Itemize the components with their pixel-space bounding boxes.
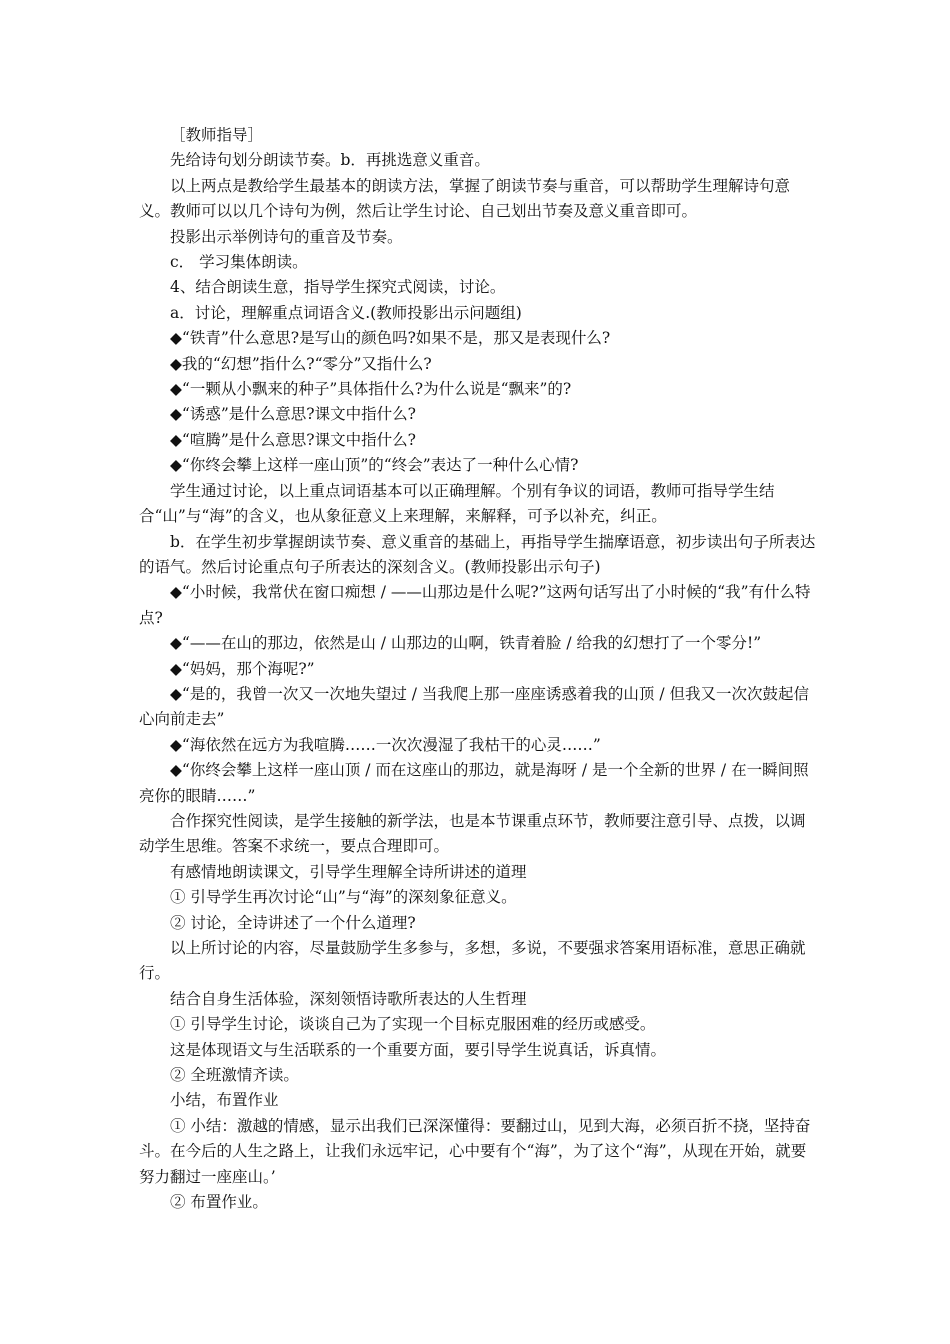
- sentence-item: ◆“——在山的那边，依然是山 / 山那边的山啊，铁青着脸 / 给我的幻想打了一个零分!”: [170, 634, 762, 653]
- numbered-item: ② 讨论，全诗讲述了一个什么道理?: [170, 913, 416, 932]
- paragraph: 有感情地朗读课文，引导学生理解全诗所讲述的道理: [170, 862, 527, 881]
- question-item: ◆“铁青”什么意思?是写山的颜色吗?如果不是，那又是表现什么?: [170, 329, 611, 348]
- paragraph: 结合自身生活体验，深刻领悟诗歌所表达的人生哲理: [170, 989, 527, 1008]
- document-body: [139, 123, 819, 1215]
- numbered-item: ② 全班激情齐读。: [170, 1066, 299, 1085]
- sentence-item: ◆“妈妈，那个海呢?”: [170, 659, 315, 678]
- paragraph: b．在学生初步掌握朗读节奏、意义重音的基础上，再指导学生揣摩语意，初步读出句子所表达的语气。然后讨论重点句子所表达的深刻含义。(教师投影出示句子): [139, 532, 816, 576]
- paragraph: a．讨论，理解重点词语含义.(教师投影出示问题组): [170, 303, 522, 322]
- paragraph: 这是体现语文与生活联系的一个重要方面，要引导学生说真话，诉真情。: [170, 1040, 667, 1059]
- sentence-item: ◆“是的，我曾一次又一次地失望过 / 当我爬上那一座座诱惑着我的山顶 / 但我又一次次鼓起信心向前走去”: [139, 684, 809, 729]
- question-item: ◆“诱惑”是什么意思?课文中指什么?: [170, 405, 416, 424]
- question-item: ◆“喧腾”是什么意思?课文中指什么?: [170, 430, 416, 449]
- paragraph: 4、结合朗读生意，指导学生探究式阅读，讨论。: [170, 278, 506, 297]
- paragraph: 以上两点是教给学生最基本的朗读方法，掌握了朗读节奏与重音，可以帮助学生理解诗句意义。教师可以以几个诗句为例，然后让学生讨论、自己划出节奏及意义重音即可。: [139, 176, 791, 221]
- paragraph: c． 学习集体朗读。: [170, 253, 308, 272]
- question-item: ◆我的“幻想”指什么?“零分”又指什么?: [170, 354, 432, 373]
- numbered-item: ① 引导学生再次讨论“山”与“海”的深刻象征意义。: [170, 888, 517, 907]
- paragraph: 先给诗句划分朗读节奏。b．再挑选意义重音。: [170, 151, 490, 170]
- sentence-item: ◆“你终会攀上这样一座山顶 / 而在这座山的那边，就是海呀 / 是一个全新的世界 / 在一瞬间照亮你的眼睛……”: [139, 761, 809, 805]
- numbered-item: ① 引导学生讨论，谈谈自己为了实现一个目标克服困难的经历或感受。: [170, 1015, 656, 1034]
- paragraph: 投影出示举例诗句的重音及节奏。: [170, 227, 403, 246]
- paragraph: 学生通过讨论，以上重点词语基本可以正确理解。个别有争议的词语，教师可指导学生结合“山”与“海”的含义，也从象征意义上来理解，来解释，可予以补充，纠正。: [139, 481, 775, 526]
- numbered-item: ② 布置作业。: [170, 1193, 268, 1212]
- question-item: ◆“一颗从小飘来的种子”具体指什么?为什么说是“飘来”的?: [170, 380, 572, 399]
- paragraph: 小结，布置作业: [170, 1091, 279, 1110]
- paragraph-teacher-guidance-heading: ［教师指导］: [170, 126, 264, 144]
- paragraph: 以上所讨论的内容，尽量鼓励学生多参与，多想，多说，不要强求答案用语标准，意思正确就行。: [139, 939, 806, 983]
- sentence-item: ◆“小时候，我常伏在窗口痴想 / ——山那边是什么呢?”这两句话写出了小时候的“我”有什么特点?: [139, 583, 811, 627]
- sentence-item: ◆“海依然在远方为我喧腾……一次次漫湿了我枯干的心灵……”: [170, 735, 601, 754]
- numbered-item: ① 小结：激越的情感，显示出我们已深深懂得：要翻过山，见到大海，必须百折不挠，坚持奋斗。在今后的人生之路上，让我们永远牢记，心中要有个“海”，为了这个“海”，从现在开始，就要努力翻过一座座山。’: [139, 1116, 811, 1186]
- paragraph: 合作探究性阅读，是学生接触的新学法，也是本节课重点环节，教师要注意引导、点拨，以调动学生思维。答案不求统一，要点合理即可。: [139, 811, 806, 856]
- question-item: ◆“你终会攀上这样一座山顶”的“终会”表达了一种什么心情?: [170, 456, 579, 475]
